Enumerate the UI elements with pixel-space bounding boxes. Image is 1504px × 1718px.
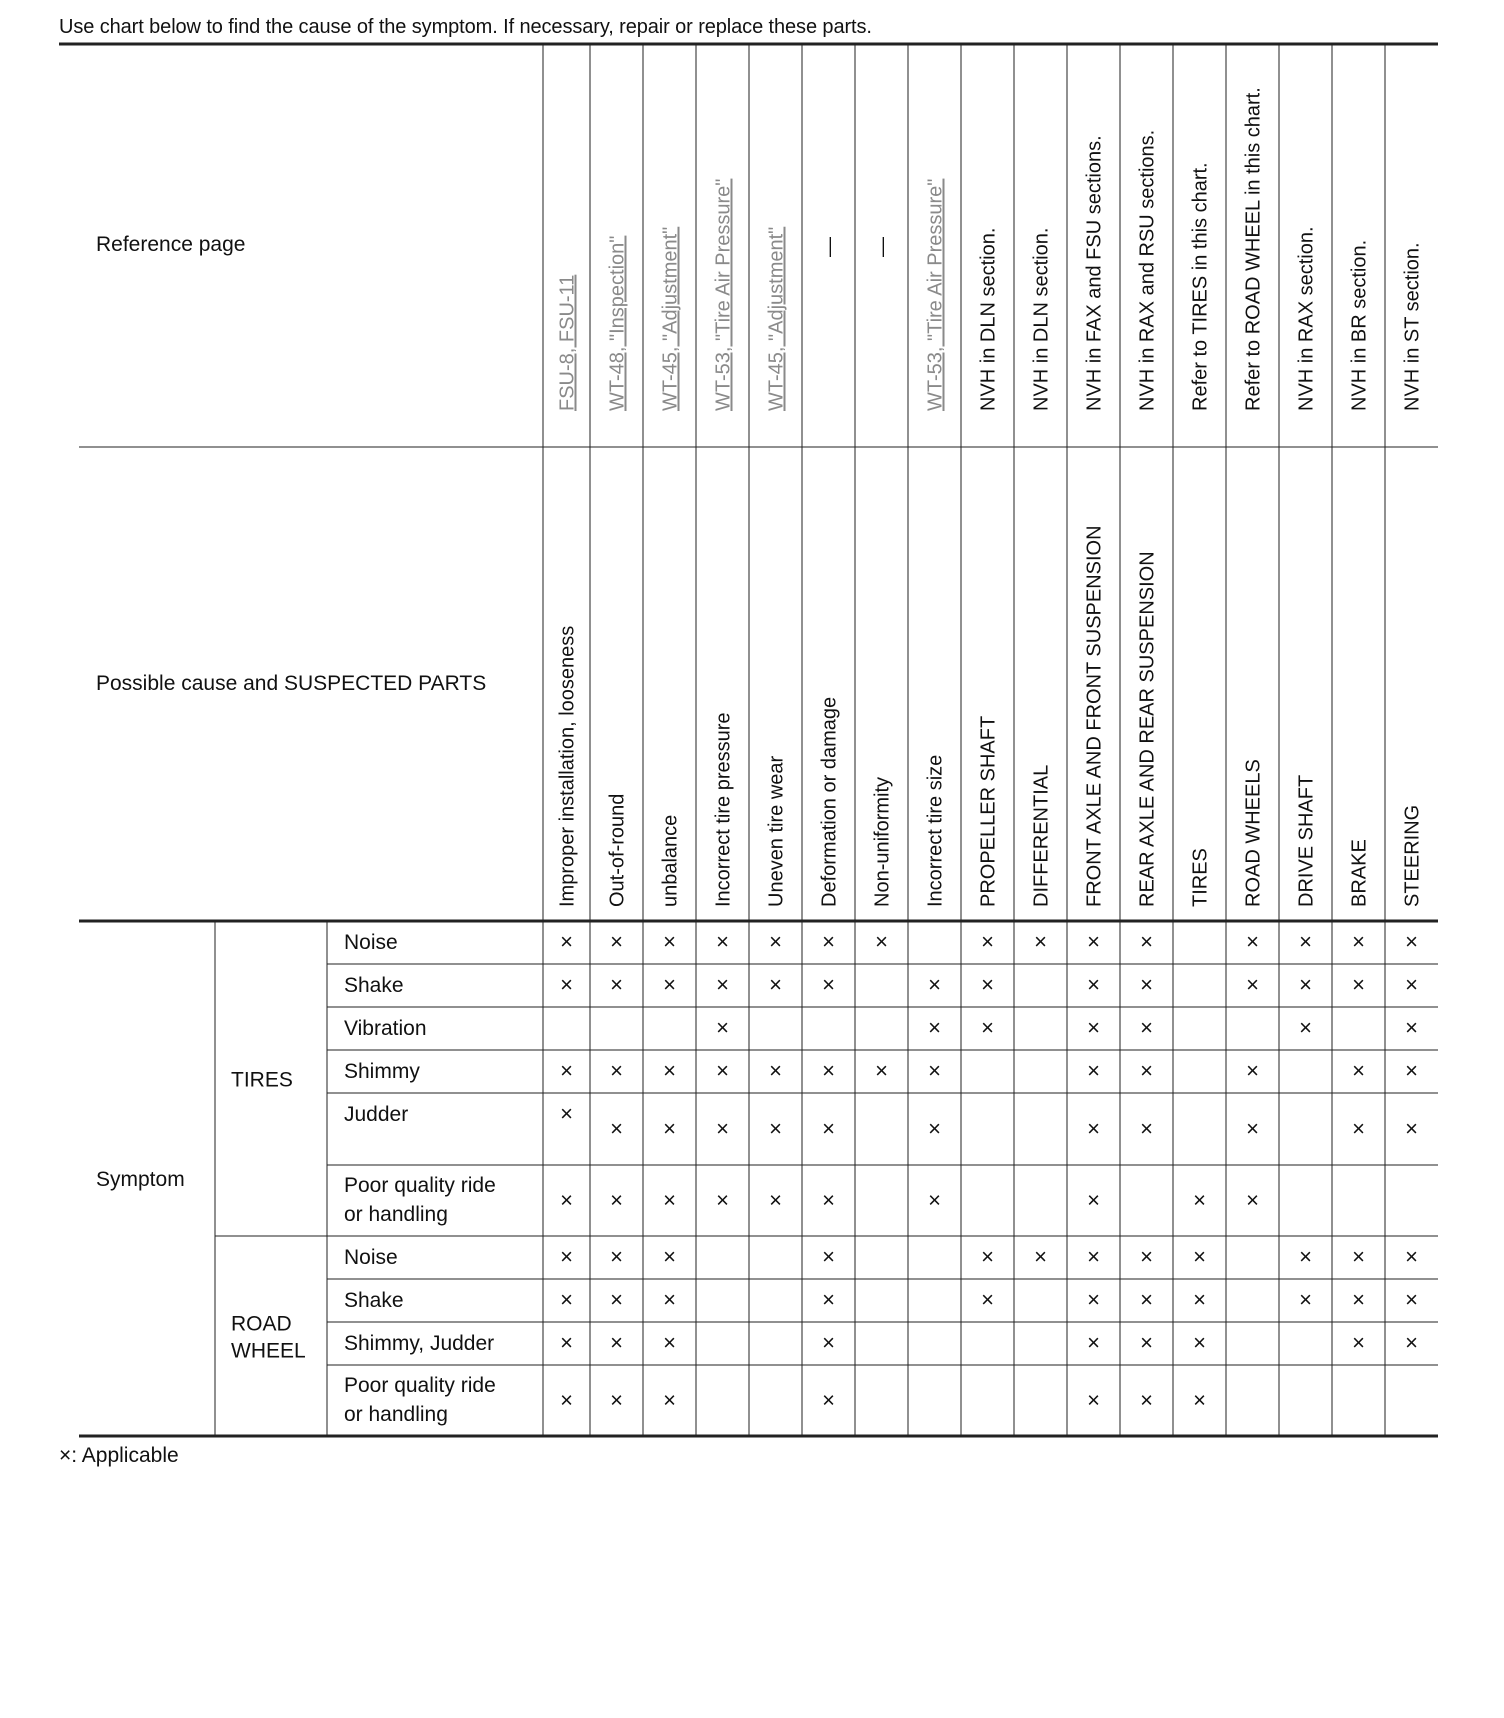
- applicable-mark: ×: [1405, 1330, 1418, 1355]
- reference-page-entry: Refer to ROAD WHEEL in this chart.: [1242, 87, 1265, 411]
- applicable-mark: ×: [610, 1116, 623, 1141]
- applicable-mark: ×: [1299, 1244, 1312, 1269]
- applicable-mark: ×: [1299, 1287, 1312, 1312]
- applicable-mark: ×: [1193, 1187, 1206, 1213]
- applicable-mark: ×: [560, 929, 573, 954]
- applicable-mark: ×: [663, 929, 676, 954]
- reference-page-entry: WT-48, "Inspection": [606, 235, 629, 411]
- applicable-mark: ×: [663, 1330, 676, 1355]
- reference-page-entry: NVH in RAX section.: [1295, 226, 1318, 411]
- applicable-mark: ×: [1405, 1015, 1418, 1040]
- applicable-mark: ×: [769, 1058, 782, 1083]
- applicable-mark: ×: [560, 972, 573, 997]
- symptom-label: Poor quality ride: [344, 1174, 496, 1197]
- reference-page-label: Reference page: [96, 233, 246, 256]
- reference-page-entry: NVH in ST section.: [1401, 242, 1424, 411]
- applicable-mark: ×: [1193, 1244, 1206, 1269]
- applicable-mark: ×: [1246, 929, 1259, 954]
- applicable-mark: ×: [981, 1244, 994, 1269]
- applicable-mark: ×: [716, 929, 729, 954]
- applicable-mark: ×: [716, 972, 729, 997]
- symptom-label: Poor quality ride: [344, 1374, 496, 1397]
- applicable-mark: ×: [1087, 972, 1100, 997]
- suspected-part-label: DRIVE SHAFT: [1295, 774, 1318, 907]
- applicable-mark: ×: [1352, 1244, 1365, 1269]
- applicable-mark: ×: [1352, 972, 1365, 997]
- applicable-mark: ×: [1405, 1116, 1418, 1141]
- applicable-mark: ×: [822, 1244, 835, 1269]
- reference-page-entry: WT-53, "Tire Air Pressure": [924, 178, 947, 411]
- applicable-mark: ×: [1140, 1015, 1153, 1040]
- symptom-label: or handling: [344, 1203, 448, 1226]
- applicable-mark: ×: [981, 1015, 994, 1040]
- applicable-mark: ×: [981, 972, 994, 997]
- symptom-group-label: TIRES: [231, 1068, 293, 1092]
- applicable-mark: ×: [928, 1116, 941, 1141]
- symptom-group-label: ROAD: [231, 1312, 292, 1336]
- applicable-mark: ×: [1246, 1058, 1259, 1083]
- reference-page-entry: NVH in FAX and FSU sections.: [1083, 135, 1106, 411]
- applicable-mark: ×: [1405, 929, 1418, 954]
- symptom-label: Noise: [344, 931, 398, 954]
- reference-page-entry: NVH in RAX and RSU sections.: [1136, 129, 1159, 411]
- applicable-mark: ×: [1087, 1244, 1100, 1269]
- applicable-mark: ×: [1034, 1244, 1047, 1269]
- applicable-mark: ×: [928, 1187, 941, 1213]
- applicable-mark: ×: [1299, 972, 1312, 997]
- suspected-part-label: Non-uniformity: [871, 776, 894, 907]
- applicable-mark: ×: [1193, 1287, 1206, 1312]
- reference-page-entry: NVH in DLN section.: [977, 227, 1000, 411]
- applicable-mark: ×: [1299, 929, 1312, 954]
- legend-footnote: ×: Applicable: [59, 1444, 179, 1467]
- applicable-mark: ×: [1087, 929, 1100, 954]
- possible-cause-label: Possible cause and SUSPECTED PARTS: [96, 672, 487, 695]
- applicable-mark: ×: [1087, 1387, 1100, 1413]
- suspected-part-label: DIFFERENTIAL: [1030, 764, 1053, 907]
- applicable-mark: ×: [716, 1015, 729, 1040]
- applicable-mark: ×: [1299, 1015, 1312, 1040]
- applicable-mark: ×: [981, 929, 994, 954]
- applicable-mark: ×: [1140, 1244, 1153, 1269]
- applicable-mark: ×: [1405, 1058, 1418, 1083]
- chart-instructions: Use chart below to find the cause of the symptom. If necessary, repair or replace these parts.: [59, 16, 872, 38]
- applicable-mark: ×: [1087, 1015, 1100, 1040]
- applicable-mark: ×: [560, 1101, 573, 1126]
- suspected-part-label: TIRES: [1189, 848, 1212, 907]
- reference-page-entry: WT-45, "Adjustment": [659, 226, 682, 411]
- reference-page-entry: —: [818, 237, 841, 257]
- reference-page-entry: —: [871, 237, 894, 257]
- applicable-mark: ×: [610, 1058, 623, 1083]
- suspected-part-label: Uneven tire wear: [765, 755, 788, 907]
- applicable-mark: ×: [610, 1187, 623, 1213]
- symptom-label: Shimmy, Judder: [344, 1332, 495, 1355]
- applicable-mark: ×: [663, 1244, 676, 1269]
- applicable-mark: ×: [1405, 1287, 1418, 1312]
- symptom-label: Noise: [344, 1246, 398, 1269]
- applicable-mark: ×: [560, 1058, 573, 1083]
- applicable-mark: ×: [610, 1287, 623, 1312]
- applicable-mark: ×: [663, 1116, 676, 1141]
- symptom-label: Symptom: [96, 1168, 185, 1191]
- applicable-mark: ×: [822, 972, 835, 997]
- symptom-label: Shimmy: [344, 1060, 420, 1083]
- applicable-mark: ×: [1246, 972, 1259, 997]
- reference-page-entry: WT-45, "Adjustment": [765, 226, 788, 411]
- suspected-part-label: PROPELLER SHAFT: [977, 715, 1000, 907]
- suspected-part-label: Incorrect tire size: [924, 754, 947, 907]
- reference-page-entry: NVH in DLN section.: [1030, 227, 1053, 411]
- applicable-mark: ×: [928, 1058, 941, 1083]
- applicable-mark: ×: [1034, 929, 1047, 954]
- suspected-part-label: REAR AXLE AND REAR SUSPENSION: [1136, 551, 1159, 907]
- symptom-label: Shake: [344, 1289, 404, 1312]
- applicable-mark: ×: [663, 1387, 676, 1413]
- applicable-mark: ×: [1246, 1116, 1259, 1141]
- reference-page-entry: FSU-8, FSU-11: [556, 274, 579, 411]
- applicable-mark: ×: [1087, 1330, 1100, 1355]
- applicable-mark: ×: [875, 929, 888, 954]
- applicable-mark: ×: [610, 1330, 623, 1355]
- applicable-mark: ×: [928, 972, 941, 997]
- applicable-mark: ×: [1087, 1058, 1100, 1083]
- applicable-mark: ×: [1140, 1058, 1153, 1083]
- applicable-mark: ×: [610, 972, 623, 997]
- applicable-mark: ×: [1087, 1187, 1100, 1213]
- suspected-part-label: Incorrect tire pressure: [712, 712, 735, 907]
- applicable-mark: ×: [1140, 1387, 1153, 1413]
- applicable-mark: ×: [1193, 1330, 1206, 1355]
- applicable-mark: ×: [822, 1187, 835, 1213]
- applicable-mark: ×: [769, 972, 782, 997]
- applicable-mark: ×: [822, 1287, 835, 1312]
- suspected-part-label: ROAD WHEELS: [1242, 759, 1265, 907]
- applicable-mark: ×: [1140, 1116, 1153, 1141]
- suspected-part-label: Improper installation, looseness: [556, 625, 579, 907]
- symptom-label: Vibration: [344, 1017, 427, 1040]
- applicable-mark: ×: [1140, 972, 1153, 997]
- applicable-mark: ×: [1352, 1287, 1365, 1312]
- applicable-mark: ×: [981, 1287, 994, 1312]
- suspected-part-label: STEERING: [1401, 804, 1424, 907]
- applicable-mark: ×: [1246, 1187, 1259, 1213]
- symptom-group-label: WHEEL: [231, 1339, 306, 1363]
- applicable-mark: ×: [769, 1116, 782, 1141]
- reference-page-entry: NVH in BR section.: [1348, 239, 1371, 411]
- applicable-mark: ×: [822, 1330, 835, 1355]
- suspected-part-label: Deformation or damage: [818, 696, 841, 907]
- applicable-mark: ×: [822, 1387, 835, 1413]
- applicable-mark: ×: [663, 1187, 676, 1213]
- applicable-mark: ×: [560, 1287, 573, 1312]
- symptom-label: or handling: [344, 1403, 448, 1426]
- suspected-part-label: BRAKE: [1348, 839, 1371, 907]
- suspected-part-label: FRONT AXLE AND FRONT SUSPENSION: [1083, 525, 1106, 907]
- suspected-part-label: unbalance: [659, 814, 682, 907]
- applicable-mark: ×: [1352, 1116, 1365, 1141]
- applicable-mark: ×: [1405, 1244, 1418, 1269]
- applicable-mark: ×: [928, 1015, 941, 1040]
- applicable-mark: ×: [822, 1116, 835, 1141]
- applicable-mark: ×: [1140, 1287, 1153, 1312]
- applicable-mark: ×: [1087, 1116, 1100, 1141]
- applicable-mark: ×: [663, 1058, 676, 1083]
- applicable-mark: ×: [663, 972, 676, 997]
- applicable-mark: ×: [1352, 1058, 1365, 1083]
- applicable-mark: ×: [560, 1330, 573, 1355]
- applicable-mark: ×: [1193, 1387, 1206, 1413]
- applicable-mark: ×: [822, 1058, 835, 1083]
- applicable-mark: ×: [560, 1187, 573, 1213]
- applicable-mark: ×: [1087, 1287, 1100, 1312]
- suspected-part-label: Out-of-round: [606, 793, 629, 907]
- applicable-mark: ×: [716, 1187, 729, 1213]
- symptom-label: Shake: [344, 974, 404, 997]
- reference-page-entry: Refer to TIRES in this chart.: [1189, 162, 1212, 411]
- applicable-mark: ×: [716, 1116, 729, 1141]
- applicable-mark: ×: [663, 1287, 676, 1312]
- applicable-mark: ×: [560, 1244, 573, 1269]
- applicable-mark: ×: [1140, 929, 1153, 954]
- applicable-mark: ×: [1352, 1330, 1365, 1355]
- applicable-mark: ×: [1140, 1330, 1153, 1355]
- applicable-mark: ×: [610, 929, 623, 954]
- applicable-mark: ×: [769, 929, 782, 954]
- applicable-mark: ×: [769, 1187, 782, 1213]
- applicable-mark: ×: [875, 1058, 888, 1083]
- applicable-mark: ×: [1352, 929, 1365, 954]
- applicable-mark: ×: [716, 1058, 729, 1083]
- applicable-mark: ×: [822, 929, 835, 954]
- applicable-mark: ×: [560, 1387, 573, 1413]
- reference-page-entry: WT-53, "Tire Air Pressure": [712, 178, 735, 411]
- symptom-label: Judder: [344, 1103, 409, 1126]
- applicable-mark: ×: [610, 1387, 623, 1413]
- applicable-mark: ×: [1405, 972, 1418, 997]
- applicable-mark: ×: [610, 1244, 623, 1269]
